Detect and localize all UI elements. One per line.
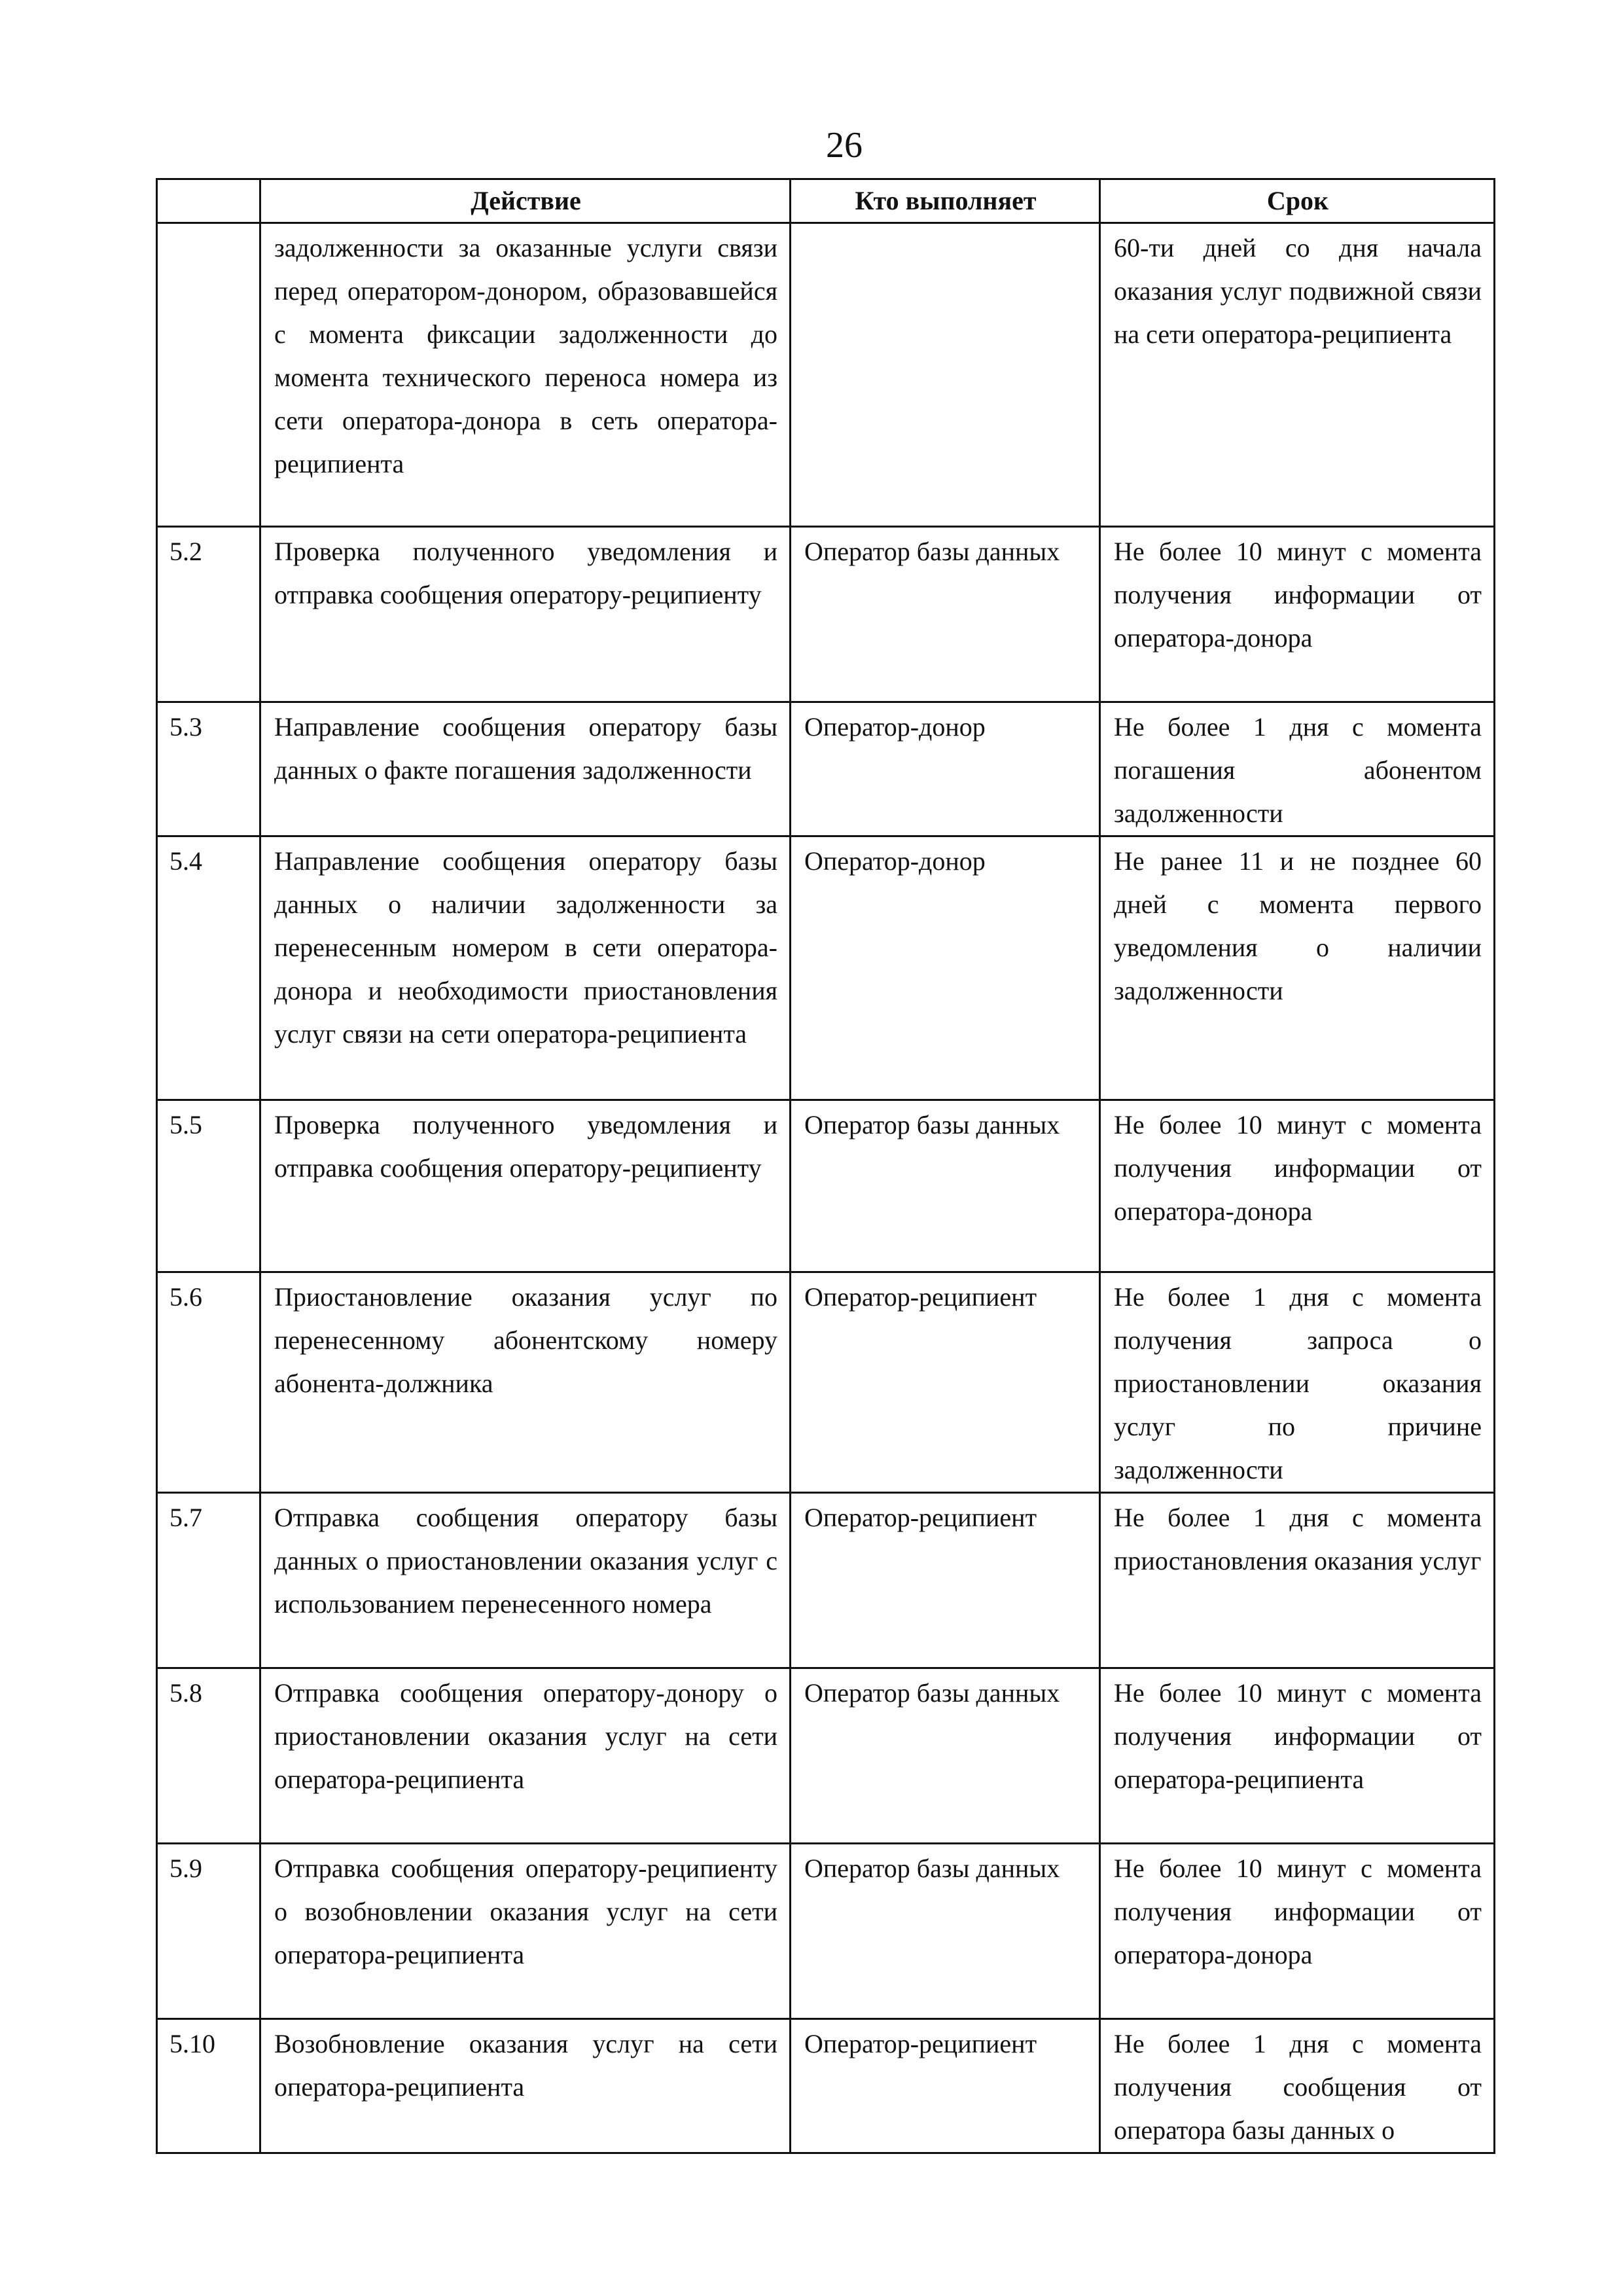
- row-action: Проверка полученного уведомления и отправка сообщения оператору-реципиенту: [260, 527, 791, 702]
- table-row: [157, 836, 1495, 1100]
- table-row: [157, 527, 1495, 702]
- row-term: Не более 1 дня с момента приостановления оказания услуг: [1100, 1493, 1495, 1668]
- row-term: Не более 10 минут с момента получения информации от оператора-реципиента: [1100, 1668, 1495, 1844]
- row-term: Не более 10 минут с момента получения информации от оператора-донора: [1100, 527, 1495, 702]
- table-row: [157, 1493, 1495, 1668]
- header-who: Кто выполняет: [791, 179, 1100, 223]
- row-number: 5.9: [157, 1844, 260, 2019]
- row-who: Оператор-реципиент: [791, 2019, 1100, 2153]
- row-action: Проверка полученного уведомления и отправка сообщения оператору-реципиенту: [260, 1100, 791, 1272]
- table-row: [157, 1844, 1495, 2019]
- row-number: 5.6: [157, 1272, 260, 1493]
- header-term: Срок: [1100, 179, 1495, 223]
- row-number: 5.5: [157, 1100, 260, 1272]
- table-row: [157, 702, 1495, 836]
- row-term: Не более 1 дня с момента получения сообщения от оператора базы данных о: [1100, 2019, 1495, 2153]
- table-row: [157, 2019, 1495, 2153]
- procedure-table: [156, 178, 1495, 2154]
- table-row: [157, 223, 1495, 527]
- row-who: [791, 223, 1100, 527]
- row-number: 5.7: [157, 1493, 260, 1668]
- row-action: Возобновление оказания услуг на сети оператора-реципиента: [260, 2019, 791, 2153]
- row-number: [157, 223, 260, 527]
- row-action: задолженности за оказанные услуги связи перед оператором-донором, образовавшейся с момента фиксации задолженности до момента технического переноса номера из сети оператора-донора в сеть оператора-реципиента: [260, 223, 791, 527]
- row-number: 5.4: [157, 836, 260, 1100]
- row-number: 5.2: [157, 527, 260, 702]
- row-term: 60-ти дней со дня начала оказания услуг подвижной связи на сети оператора-реципиента: [1100, 223, 1495, 527]
- row-term: Не более 1 дня с момента погашения абонентом задолженности: [1100, 702, 1495, 836]
- header-action: Действие: [260, 179, 791, 223]
- row-term: Не более 1 дня с момента получения запроса о приостановлении оказания услуг по причине задолженности: [1100, 1272, 1495, 1493]
- row-action: Направление сообщения оператору базы данных о факте погашения задолженности: [260, 702, 791, 836]
- row-action: Направление сообщения оператору базы данных о наличии задолженности за перенесенным номером в сети оператора-донора и необходимости приостановления услуг связи на сети оператора-реципиента: [260, 836, 791, 1100]
- row-who: Оператор базы данных: [791, 1100, 1100, 1272]
- page-number: 26: [826, 125, 863, 166]
- row-who: Оператор-реципиент: [791, 1493, 1100, 1668]
- row-action: Отправка сообщения оператору-донору о приостановлении оказания услуг на сети оператора-реципиента: [260, 1668, 791, 1844]
- row-action: Отправка сообщения оператору-реципиенту о возобновлении оказания услуг на сети оператора-реципиента: [260, 1844, 791, 2019]
- row-who: Оператор-реципиент: [791, 1272, 1100, 1493]
- row-who: Оператор-донор: [791, 702, 1100, 836]
- row-action: Приостановление оказания услуг по перенесенному абонентскому номеру абонента-должника: [260, 1272, 791, 1493]
- row-who: Оператор базы данных: [791, 1668, 1100, 1844]
- row-term: Не ранее 11 и не позднее 60 дней с момента первого уведомления о наличии задолженности: [1100, 836, 1495, 1100]
- table-row: [157, 1272, 1495, 1493]
- row-who: Оператор-донор: [791, 836, 1100, 1100]
- row-who: Оператор базы данных: [791, 527, 1100, 702]
- row-number: 5.3: [157, 702, 260, 836]
- table-row: [157, 1668, 1495, 1844]
- row-who: Оператор базы данных: [791, 1844, 1100, 2019]
- table-row: [157, 1100, 1495, 1272]
- header-number: [157, 179, 260, 223]
- row-term: Не более 10 минут с момента получения информации от оператора-донора: [1100, 1844, 1495, 2019]
- row-term: Не более 10 минут с момента получения информации от оператора-донора: [1100, 1100, 1495, 1272]
- table-header-row: [157, 179, 1495, 223]
- row-number: 5.10: [157, 2019, 260, 2153]
- row-number: 5.8: [157, 1668, 260, 1844]
- row-action: Отправка сообщения оператору базы данных о приостановлении оказания услуг с использованием перенесенного номера: [260, 1493, 791, 1668]
